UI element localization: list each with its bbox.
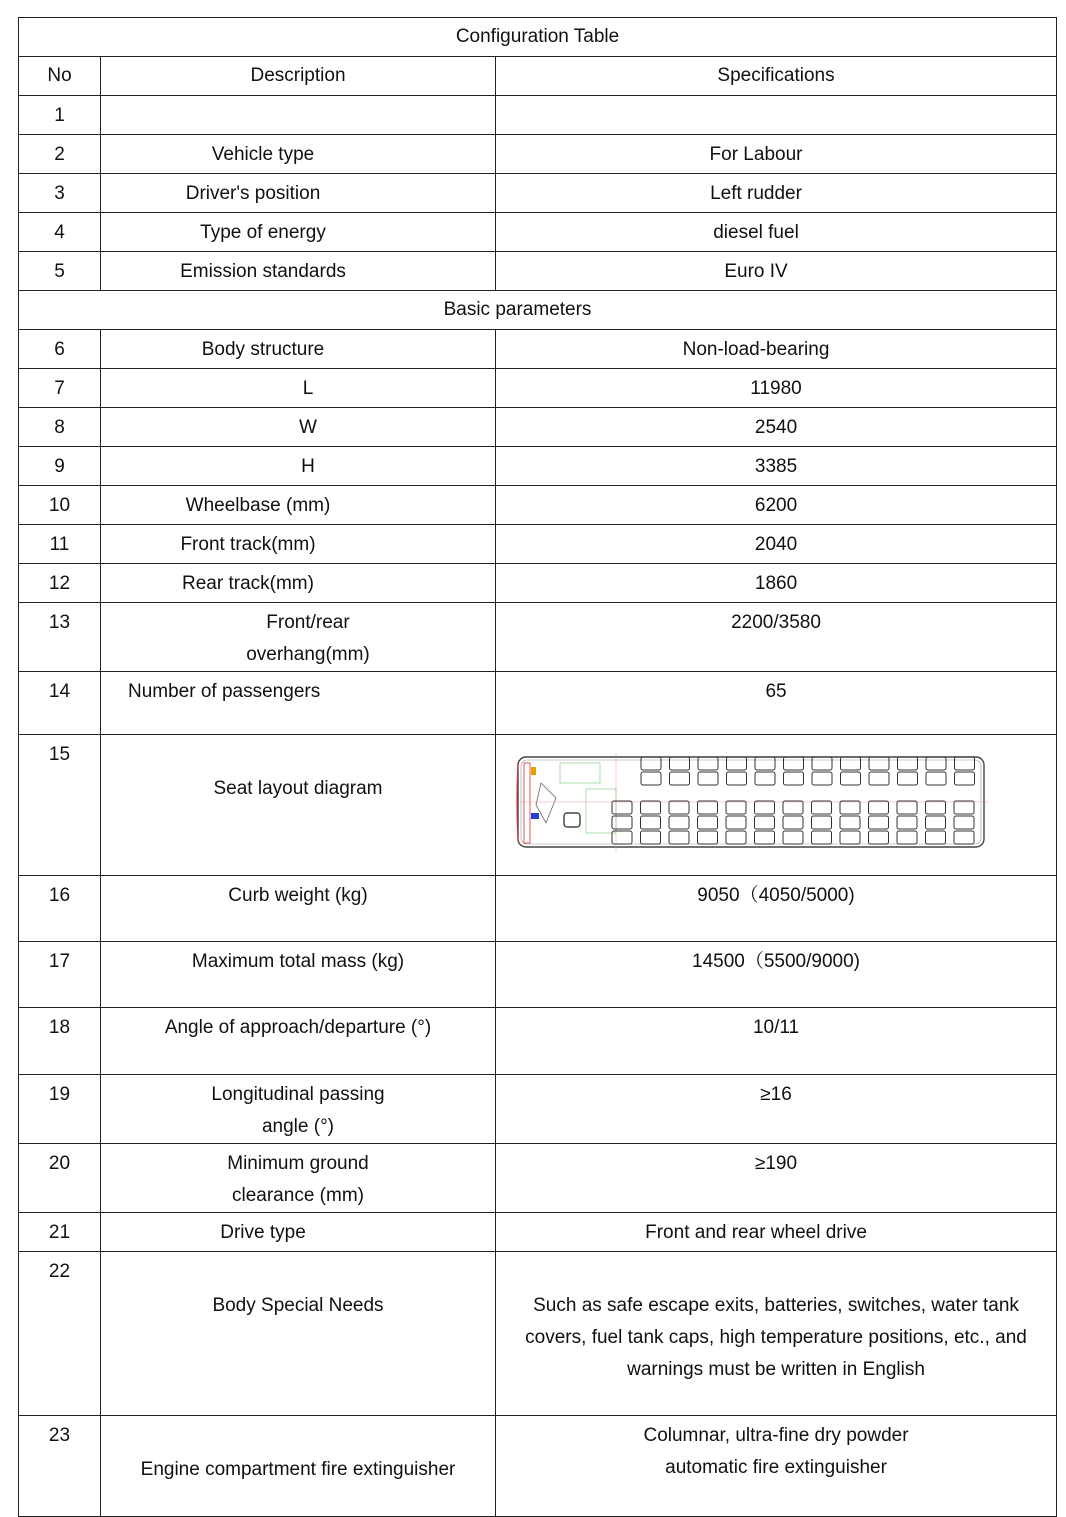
header-row	[19, 57, 1057, 96]
seat	[670, 772, 690, 785]
configuration-table	[18, 17, 1057, 1517]
row-no: 4	[19, 213, 101, 252]
row-spec: Such as safe escape exits, batteries, switches, water tank covers, fuel tank caps, high temperature positions, etc., and warnings must be written in English	[496, 1252, 1057, 1416]
table-row	[19, 174, 1057, 213]
row-description: Front/rear overhang(mm)	[101, 603, 496, 672]
header-description: Description	[101, 57, 496, 96]
seat	[641, 757, 661, 770]
seat	[869, 801, 889, 814]
seat	[783, 801, 803, 814]
seat	[954, 816, 974, 829]
seat	[926, 801, 946, 814]
row-no: 22	[19, 1252, 101, 1416]
row-description: Type of energy	[101, 213, 496, 252]
row-description: Seat layout diagram	[101, 735, 496, 876]
seat	[897, 816, 917, 829]
table-title: Configuration Table	[19, 18, 1057, 57]
row-no: 19	[19, 1075, 101, 1144]
table-row	[19, 330, 1057, 369]
seat	[926, 772, 946, 785]
table-row	[19, 486, 1057, 525]
row-spec: 2200/3580	[496, 603, 1057, 672]
bus-seat-layout-diagram	[516, 753, 988, 853]
row-description	[101, 96, 496, 135]
table-row	[19, 735, 1057, 876]
row-description: H	[101, 447, 496, 486]
seat	[698, 801, 718, 814]
row-spec: Euro IV	[496, 252, 1057, 291]
row-no: 3	[19, 174, 101, 213]
row-no: 8	[19, 408, 101, 447]
table-row	[19, 525, 1057, 564]
row-description: Curb weight (kg)	[101, 876, 496, 942]
section-row	[19, 291, 1057, 330]
seat	[670, 757, 690, 770]
seat	[784, 757, 804, 770]
table-row	[19, 213, 1057, 252]
seat	[755, 831, 775, 844]
seat	[812, 816, 832, 829]
row-no: 14	[19, 672, 101, 735]
seat	[783, 831, 803, 844]
seat	[812, 801, 832, 814]
row-spec: 2040	[496, 525, 1057, 564]
seat	[755, 757, 775, 770]
row-spec: 2540	[496, 408, 1057, 447]
table-row	[19, 942, 1057, 1008]
row-description: W	[101, 408, 496, 447]
row-no: 7	[19, 369, 101, 408]
row-description: Drive type	[101, 1213, 496, 1252]
seat	[755, 801, 775, 814]
seat	[698, 772, 718, 785]
table-row	[19, 252, 1057, 291]
seat	[955, 757, 975, 770]
seat	[755, 772, 775, 785]
seat	[669, 831, 689, 844]
seat	[726, 801, 746, 814]
seat	[841, 757, 861, 770]
row-description: Maximum total mass (kg)	[101, 942, 496, 1008]
table-row	[19, 1008, 1057, 1075]
seat	[869, 757, 889, 770]
row-spec: 14500（5500/9000)	[496, 942, 1057, 1008]
row-spec: 11980	[496, 369, 1057, 408]
row-description: L	[101, 369, 496, 408]
seat	[812, 757, 832, 770]
seat	[869, 772, 889, 785]
seat	[612, 801, 632, 814]
seat	[727, 757, 747, 770]
table-row	[19, 672, 1057, 735]
seat	[641, 772, 661, 785]
seat	[812, 831, 832, 844]
seat	[784, 772, 804, 785]
row-spec: 9050（4050/5000)	[496, 876, 1057, 942]
seat	[698, 831, 718, 844]
seat-row-top	[641, 757, 975, 785]
seat	[641, 801, 661, 814]
row-description: Longitudinal passing angle (°)	[101, 1075, 496, 1144]
header-specifications: Specifications	[496, 57, 1057, 96]
row-description: Driver's position	[101, 174, 496, 213]
row-no: 18	[19, 1008, 101, 1075]
seat	[612, 816, 632, 829]
row-no: 13	[19, 603, 101, 672]
seat	[898, 772, 918, 785]
seat	[869, 816, 889, 829]
seat	[954, 801, 974, 814]
table-row	[19, 1213, 1057, 1252]
table-row	[19, 96, 1057, 135]
seat	[641, 831, 661, 844]
table-row	[19, 369, 1057, 408]
row-description: Body structure	[101, 330, 496, 369]
row-spec: ≥16	[496, 1075, 1057, 1144]
seat	[727, 772, 747, 785]
seat	[926, 757, 946, 770]
row-description: Rear track(mm)	[101, 564, 496, 603]
seat	[669, 801, 689, 814]
row-spec: For Labour	[496, 135, 1057, 174]
table-title-row	[19, 18, 1057, 57]
row-spec: 10/11	[496, 1008, 1057, 1075]
row-no: 21	[19, 1213, 101, 1252]
row-no: 1	[19, 96, 101, 135]
header-no: No	[19, 57, 101, 96]
table-row	[19, 564, 1057, 603]
seat	[812, 772, 832, 785]
row-description: Front track(mm)	[101, 525, 496, 564]
seat	[783, 816, 803, 829]
row-no: 6	[19, 330, 101, 369]
row-spec: Columnar, ultra-fine dry powder automatic fire extinguisher	[496, 1416, 1057, 1517]
row-description: Body Special Needs	[101, 1252, 496, 1416]
row-description: Minimum ground clearance (mm)	[101, 1144, 496, 1213]
row-description: Wheelbase (mm)	[101, 486, 496, 525]
seat	[755, 816, 775, 829]
row-spec: 6200	[496, 486, 1057, 525]
seat	[698, 816, 718, 829]
table-row	[19, 603, 1057, 672]
row-spec: Left rudder	[496, 174, 1057, 213]
row-description: Engine compartment fire extinguisher	[101, 1416, 496, 1517]
row-spec	[496, 96, 1057, 135]
seat	[897, 831, 917, 844]
seat	[954, 831, 974, 844]
row-no: 16	[19, 876, 101, 942]
seat	[926, 816, 946, 829]
row-no: 15	[19, 735, 101, 876]
row-no: 9	[19, 447, 101, 486]
table-row	[19, 408, 1057, 447]
row-no: 5	[19, 252, 101, 291]
row-description: Angle of approach/departure (°)	[101, 1008, 496, 1075]
row-spec: ≥190	[496, 1144, 1057, 1213]
seat	[641, 816, 661, 829]
seat	[726, 816, 746, 829]
table-row	[19, 135, 1057, 174]
row-no: 12	[19, 564, 101, 603]
seat	[897, 801, 917, 814]
seat	[898, 757, 918, 770]
seat-layout-cell	[496, 735, 1057, 876]
seat	[955, 772, 975, 785]
seat	[869, 831, 889, 844]
row-description: Number of passengers	[101, 672, 496, 735]
seat	[726, 831, 746, 844]
seat	[926, 831, 946, 844]
row-no: 2	[19, 135, 101, 174]
seat	[840, 801, 860, 814]
table-row	[19, 447, 1057, 486]
row-no: 20	[19, 1144, 101, 1213]
table-row	[19, 1416, 1057, 1517]
row-spec: 65	[496, 672, 1057, 735]
seat	[840, 831, 860, 844]
row-description: Vehicle type	[101, 135, 496, 174]
table-row	[19, 1252, 1057, 1416]
row-spec: Non-load-bearing	[496, 330, 1057, 369]
row-spec: 1860	[496, 564, 1057, 603]
row-no: 17	[19, 942, 101, 1008]
seat-rows-bottom	[612, 801, 974, 844]
seat	[840, 816, 860, 829]
table-row	[19, 876, 1057, 942]
row-no: 23	[19, 1416, 101, 1517]
table-row	[19, 1144, 1057, 1213]
seat	[698, 757, 718, 770]
row-no: 10	[19, 486, 101, 525]
row-spec: Front and rear wheel drive	[496, 1213, 1057, 1252]
seat	[841, 772, 861, 785]
row-no: 11	[19, 525, 101, 564]
seat	[669, 816, 689, 829]
table-row	[19, 1075, 1057, 1144]
row-spec: 3385	[496, 447, 1057, 486]
row-description: Emission standards	[101, 252, 496, 291]
section-basic-parameters: Basic parameters	[19, 291, 1057, 330]
row-spec: diesel fuel	[496, 213, 1057, 252]
